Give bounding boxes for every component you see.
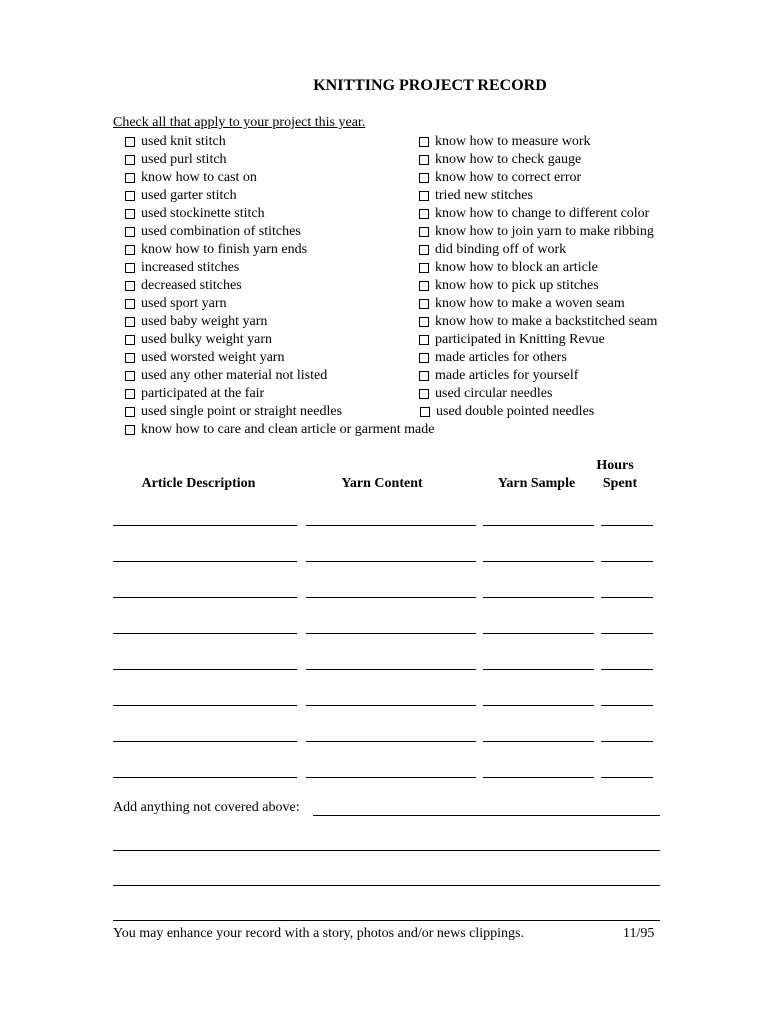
additional-notes-line-1[interactable] bbox=[313, 815, 660, 816]
checklist-item-label: made articles for yourself bbox=[435, 368, 579, 383]
checklist-item bbox=[419, 349, 567, 367]
checklist-item-label: know how to make a backstitched seam bbox=[435, 314, 658, 329]
checklist-item-label: used worsted weight yarn bbox=[141, 350, 285, 365]
checkbox[interactable] bbox=[419, 353, 429, 363]
checklist-item-label: know how to change to different color bbox=[435, 206, 650, 221]
checklist-item-label: increased stitches bbox=[141, 260, 240, 275]
yarn-content-line[interactable] bbox=[306, 669, 476, 670]
hours-spent-line[interactable] bbox=[601, 561, 653, 562]
checkbox[interactable] bbox=[419, 299, 429, 309]
checklist-item-label: participated at the fair bbox=[141, 386, 265, 401]
checkbox[interactable] bbox=[419, 317, 429, 327]
checkbox[interactable] bbox=[419, 245, 429, 255]
checklist-item-label: know how to block an article bbox=[435, 260, 598, 275]
footer-note: You may enhance your record with a story, photos and/or news clippings. bbox=[113, 926, 524, 941]
checkbox[interactable] bbox=[125, 335, 135, 345]
checklist-item bbox=[125, 187, 237, 205]
checkbox[interactable] bbox=[125, 173, 135, 183]
checklist-item bbox=[419, 259, 598, 277]
checklist-item bbox=[419, 223, 654, 241]
checklist-item bbox=[419, 205, 649, 223]
checklist-item bbox=[419, 187, 533, 205]
hours-spent-line[interactable] bbox=[601, 525, 653, 526]
article-description-line[interactable] bbox=[113, 705, 297, 706]
column-header-article-description: Article Description bbox=[141, 476, 256, 491]
checkbox[interactable] bbox=[419, 209, 429, 219]
checklist-item bbox=[125, 133, 226, 151]
checkbox[interactable] bbox=[419, 191, 429, 201]
checkbox[interactable] bbox=[125, 317, 135, 327]
checklist-item bbox=[125, 421, 434, 439]
checklist-item-label: know how to measure work bbox=[435, 134, 591, 149]
checkbox[interactable] bbox=[419, 173, 429, 183]
page-title: KNITTING PROJECT RECORD bbox=[313, 77, 547, 94]
checklist-item-label: know how to finish yarn ends bbox=[141, 242, 308, 257]
checkbox[interactable] bbox=[125, 281, 135, 291]
checkbox[interactable] bbox=[419, 389, 429, 399]
checkbox[interactable] bbox=[125, 209, 135, 219]
checkbox[interactable] bbox=[419, 281, 429, 291]
checklist-item bbox=[419, 295, 625, 313]
yarn-sample-line[interactable] bbox=[483, 669, 594, 670]
checklist-item bbox=[419, 385, 552, 403]
article-description-line[interactable] bbox=[113, 777, 297, 778]
additional-notes-label: Add anything not covered above: bbox=[113, 800, 300, 815]
checklist-item-label: decreased stitches bbox=[141, 278, 242, 293]
checklist-item bbox=[419, 277, 599, 295]
column-header-yarn-sample: Yarn Sample bbox=[497, 476, 576, 491]
checklist-item-label: know how to pick up stitches bbox=[435, 278, 599, 293]
checklist-item bbox=[125, 367, 327, 385]
checklist-item-label: tried new stitches bbox=[435, 188, 533, 203]
checklist-item bbox=[125, 169, 257, 187]
checklist-item-label: know how to correct error bbox=[435, 170, 582, 185]
checkbox[interactable] bbox=[125, 389, 135, 399]
checkbox[interactable] bbox=[125, 353, 135, 363]
column-header-spent: Spent bbox=[602, 476, 638, 491]
yarn-content-line[interactable] bbox=[306, 597, 476, 598]
yarn-sample-line[interactable] bbox=[483, 705, 594, 706]
checklist-item-label: did binding off of work bbox=[435, 242, 567, 257]
checklist-item-label: know how to care and clean article or garment made bbox=[141, 422, 435, 437]
checklist-item bbox=[419, 313, 657, 331]
checklist-item bbox=[125, 331, 272, 349]
article-description-line[interactable] bbox=[113, 669, 297, 670]
checkbox[interactable] bbox=[420, 407, 430, 417]
yarn-content-line[interactable] bbox=[306, 561, 476, 562]
checkbox[interactable] bbox=[125, 227, 135, 237]
column-header-yarn-content: Yarn Content bbox=[341, 476, 423, 491]
checklist-item-label: used garter stitch bbox=[141, 188, 237, 203]
checkbox[interactable] bbox=[125, 425, 135, 435]
checkbox[interactable] bbox=[125, 371, 135, 381]
yarn-sample-line[interactable] bbox=[483, 633, 594, 634]
checklist-item bbox=[125, 349, 284, 367]
additional-notes-line-3[interactable] bbox=[113, 885, 660, 886]
checklist-item bbox=[419, 331, 605, 349]
checkbox[interactable] bbox=[125, 299, 135, 309]
checklist-item-label: used stockinette stitch bbox=[141, 206, 265, 221]
checklist-item-label: made articles for others bbox=[435, 350, 567, 365]
hours-spent-line[interactable] bbox=[601, 597, 653, 598]
checklist-item bbox=[125, 259, 239, 277]
article-description-line[interactable] bbox=[113, 633, 297, 634]
article-description-line[interactable] bbox=[113, 741, 297, 742]
checkbox[interactable] bbox=[125, 137, 135, 147]
checklist-item-label: participated in Knitting Revue bbox=[435, 332, 605, 347]
checklist-item-label: used single point or straight needles bbox=[141, 404, 343, 419]
checklist-instruction: Check all that apply to your project this year. bbox=[113, 115, 366, 130]
checklist-item bbox=[419, 133, 591, 151]
checklist-item bbox=[125, 295, 227, 313]
checklist-item-label: know how to join yarn to make ribbing bbox=[435, 224, 654, 239]
checklist-item bbox=[125, 403, 342, 421]
hours-spent-line[interactable] bbox=[601, 633, 653, 634]
yarn-content-line[interactable] bbox=[306, 777, 476, 778]
column-header-hours: Hours bbox=[596, 458, 634, 473]
checklist-item bbox=[419, 367, 578, 385]
checkbox[interactable] bbox=[419, 263, 429, 273]
yarn-content-line[interactable] bbox=[306, 705, 476, 706]
checklist-item-label: used any other material not listed bbox=[141, 368, 328, 383]
yarn-content-line[interactable] bbox=[306, 525, 476, 526]
checklist-item bbox=[419, 241, 566, 259]
checkbox[interactable] bbox=[125, 245, 135, 255]
yarn-content-line[interactable] bbox=[306, 741, 476, 742]
checkbox[interactable] bbox=[125, 263, 135, 273]
checkbox[interactable] bbox=[419, 335, 429, 345]
checkbox[interactable] bbox=[419, 227, 429, 237]
hours-spent-line[interactable] bbox=[601, 741, 653, 742]
checklist-item-label: used baby weight yarn bbox=[141, 314, 268, 329]
additional-notes-line-2[interactable] bbox=[113, 850, 660, 851]
yarn-sample-line[interactable] bbox=[483, 777, 594, 778]
yarn-sample-line[interactable] bbox=[483, 597, 594, 598]
yarn-content-line[interactable] bbox=[306, 633, 476, 634]
article-description-line[interactable] bbox=[113, 525, 297, 526]
checklist-item-label: know how to make a woven seam bbox=[435, 296, 625, 311]
hours-spent-line[interactable] bbox=[601, 705, 653, 706]
checklist-item bbox=[125, 277, 242, 295]
checklist-item-label: used purl stitch bbox=[141, 152, 227, 167]
footer-date: 11/95 bbox=[623, 926, 655, 941]
checkbox[interactable] bbox=[419, 155, 429, 165]
checklist-item bbox=[125, 385, 264, 403]
checklist-item-label: used sport yarn bbox=[141, 296, 227, 311]
hours-spent-line[interactable] bbox=[601, 777, 653, 778]
checklist-item bbox=[125, 205, 265, 223]
article-description-line[interactable] bbox=[113, 561, 297, 562]
checklist-item bbox=[419, 151, 581, 169]
yarn-sample-line[interactable] bbox=[483, 525, 594, 526]
yarn-sample-line[interactable] bbox=[483, 561, 594, 562]
checklist-item bbox=[419, 169, 581, 187]
checklist-item-label: used circular needles bbox=[435, 386, 553, 401]
yarn-sample-line[interactable] bbox=[483, 741, 594, 742]
checkbox[interactable] bbox=[125, 155, 135, 165]
hours-spent-line[interactable] bbox=[601, 669, 653, 670]
checkbox[interactable] bbox=[125, 407, 135, 417]
checklist-item bbox=[125, 313, 267, 331]
checklist-item-label: know how to cast on bbox=[141, 170, 257, 185]
checklist-item bbox=[125, 241, 307, 259]
checklist-item bbox=[125, 151, 227, 169]
checklist-item-label: used knit stitch bbox=[141, 134, 226, 149]
checklist-item-label: used double pointed needles bbox=[436, 404, 595, 419]
checkbox[interactable] bbox=[419, 371, 429, 381]
checkbox[interactable] bbox=[419, 137, 429, 147]
checklist-item-label: used combination of stitches bbox=[141, 224, 301, 239]
checklist-item-label: know how to check gauge bbox=[435, 152, 582, 167]
additional-notes-line-4[interactable] bbox=[113, 920, 660, 921]
checklist-item-label: used bulky weight yarn bbox=[141, 332, 273, 347]
checklist-item bbox=[420, 403, 594, 421]
article-description-line[interactable] bbox=[113, 597, 297, 598]
checkbox[interactable] bbox=[125, 191, 135, 201]
checklist-item bbox=[125, 223, 301, 241]
